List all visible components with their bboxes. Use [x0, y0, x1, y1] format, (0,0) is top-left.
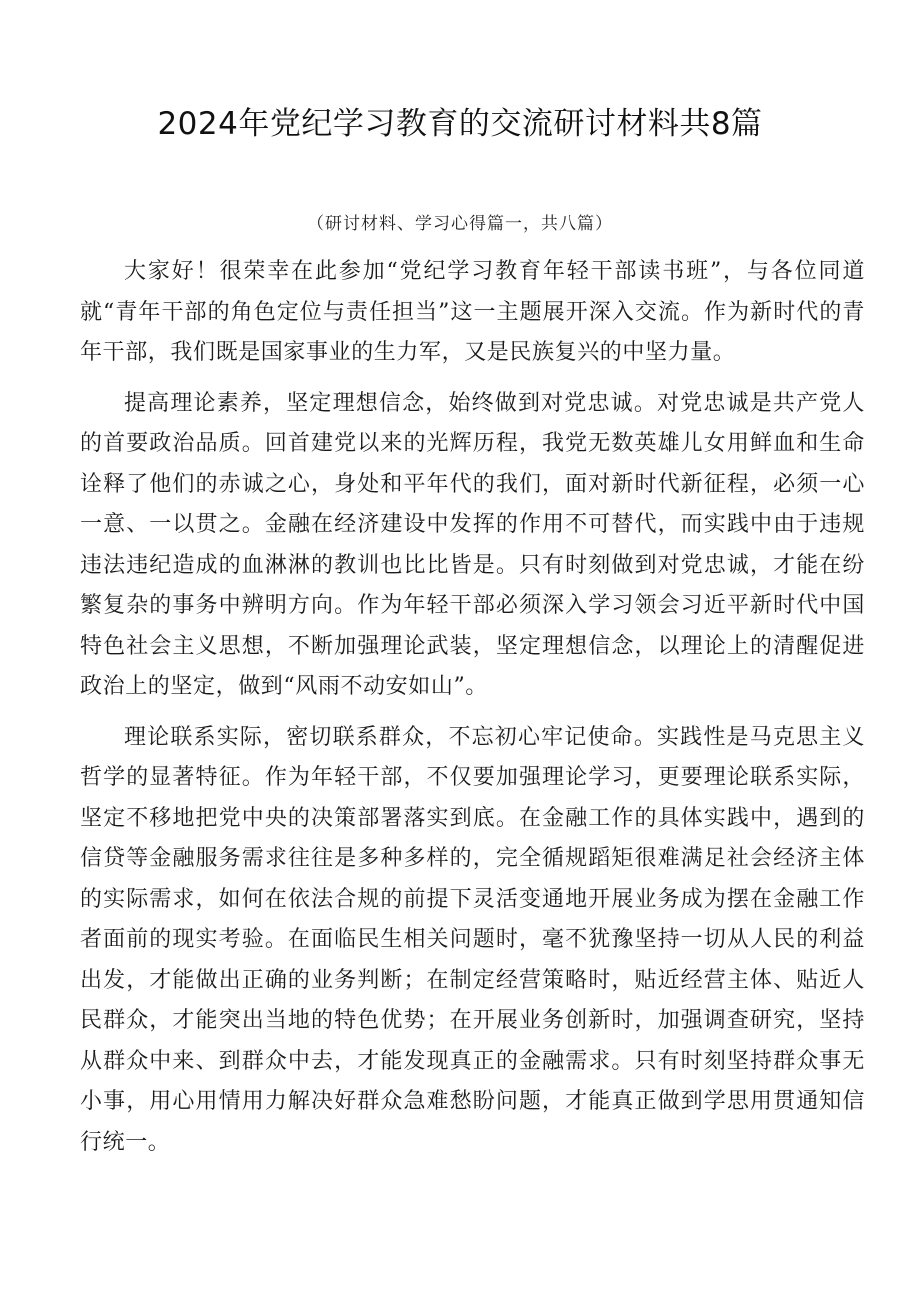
- document-title: 2024年党纪学习教育的交流研讨材料共8篇: [157, 106, 763, 142]
- document-subtitle: （研讨材料、学习心得篇一，共八篇）: [307, 214, 613, 234]
- paragraph-loyalty: 提高理论素养，坚定理想信念，始终做到对党忠诚。对党忠诚是共产党人的首要政治品质。回首建党以来的光辉历程，我党无数英雄儿女用鲜血和生命诠释了他们的赤诚之心，身处和平年代的我们，面对新时代新征程，必须一心一意、一以贯之。金融在经济建设中发挥的作用不可替代，而实践中由于违规违法违纪造成的血淋淋的教训也比比皆是。只有时刻做到对党忠诚，才能在纷繁复杂的事务中辨明方向。作为年轻干部必须深入学习领会习近平新时代中国特色社会主义思想，不断加强理论武装，坚定理想信念，以理论上的清醒促进政治上的坚定，做到“风雨不动安如山”。: [80, 390, 865, 699]
- document-body: [80, 252, 865, 1163]
- paragraph-intro: 大家好！很荣幸在此参加“党纪学习教育年轻干部读书班”，与各位同道就“青年干部的角色定位与责任担当”这一主题展开深入交流。作为新时代的青年干部，我们既是国家事业的生力军，又是民族复兴的中坚力量。: [80, 259, 865, 365]
- paragraph-practice: 理论联系实际，密切联系群众，不忘初心牢记使命。实践性是马克思主义哲学的显著特征。作为年轻干部，不仅要加强理论学习，更要理论联系实际，坚定不移地把党中央的决策部署落实到底。在金融工作的具体实践中，遇到的信贷等金融服务需求往往是多种多样的，完全循规蹈矩很难满足社会经济主体的实际需求，如何在依法合规的前提下灵活变通地开展业务成为摆在金融工作者面前的现实考验。在面临民生相关问题时，毫不犹豫坚持一切从人民的利益出发，才能做出正确的业务判断；在制定经营策略时，贴近经营主体、贴近人民群众，才能突出当地的特色优势；在开展业务创新时，加强调查研究，坚持从群众中来、到群众中去，才能发现真正的金融需求。只有时刻坚持群众事无小事，用心用情用力解决好群众急难愁盼问题，才能真正做到学思用贯通知信行统一。: [80, 724, 865, 1155]
